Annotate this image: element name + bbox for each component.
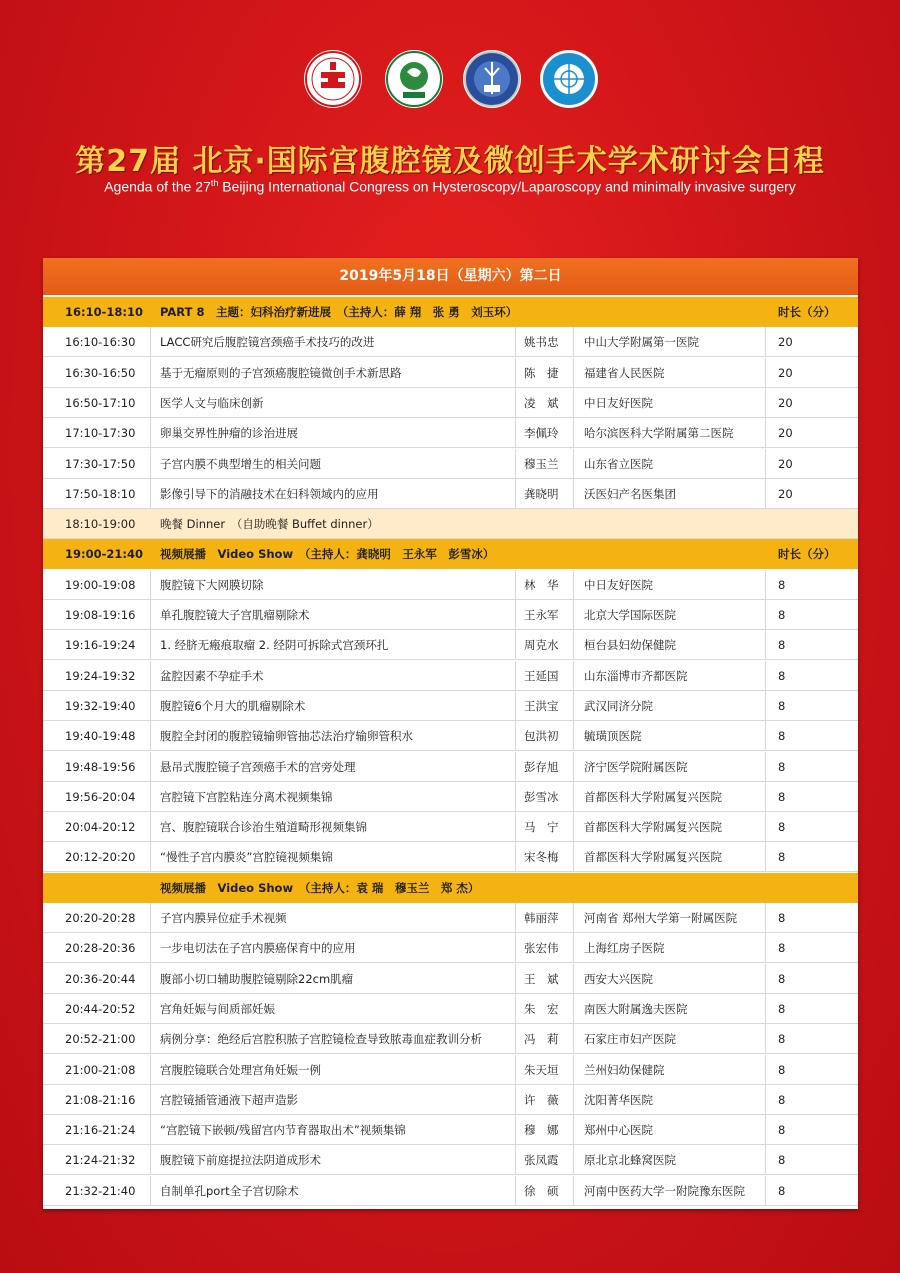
agenda-row bbox=[43, 1176, 858, 1206]
institution-cell: 河南省 郑州大学第一附属医院 bbox=[584, 911, 738, 925]
time-cell: 17:10-17:30 bbox=[65, 426, 136, 441]
duration-cell: 8 bbox=[778, 638, 786, 653]
duration-cell: 8 bbox=[778, 1183, 786, 1198]
column-divider bbox=[515, 327, 516, 357]
time-cell: 20:20-20:28 bbox=[65, 911, 136, 925]
topic-cell: 病例分享：绝经后宫腔积脓子宫腔镜检查导致脓毒血症教训分析 bbox=[160, 1032, 482, 1047]
column-divider bbox=[515, 691, 516, 721]
topic-cell: 悬吊式腹腔镜子宫颈癌手术的宫旁处理 bbox=[160, 759, 356, 774]
column-divider bbox=[765, 1145, 766, 1175]
column-divider bbox=[515, 1024, 516, 1054]
agenda-row bbox=[43, 933, 858, 963]
topic-cell: 腹腔全封闭的腹腔镜输卵管抽芯法治疗输卵管积水 bbox=[160, 729, 413, 744]
column-divider bbox=[573, 752, 574, 782]
topic-cell: 宫腔镜下宫腔粘连分离术视频集锦 bbox=[160, 789, 333, 804]
duration-cell: 8 bbox=[778, 971, 786, 986]
column-divider bbox=[765, 449, 766, 479]
speaker-cell: 王永军 bbox=[524, 608, 559, 622]
cpam-logo bbox=[385, 50, 443, 108]
speaker-cell: 姚书忠 bbox=[524, 335, 559, 350]
column-divider bbox=[573, 933, 574, 963]
duration-cell: 8 bbox=[778, 668, 786, 683]
column-divider bbox=[765, 570, 766, 600]
duration-cell: 20 bbox=[778, 456, 793, 471]
duration-cell: 20 bbox=[778, 365, 793, 380]
speaker-cell: 许 薇 bbox=[524, 1092, 559, 1107]
column-divider bbox=[573, 691, 574, 721]
column-divider bbox=[573, 630, 574, 660]
column-divider bbox=[515, 1085, 516, 1115]
column-divider bbox=[515, 933, 516, 963]
column-divider bbox=[515, 1055, 516, 1085]
column-divider bbox=[150, 1085, 151, 1115]
time-cell: 19:16-19:24 bbox=[65, 638, 136, 653]
speaker-cell: 彭存旭 bbox=[524, 759, 559, 774]
duration-cell: 8 bbox=[778, 941, 786, 956]
institution-cell: 济宁医学院附属医院 bbox=[584, 759, 688, 774]
column-divider bbox=[150, 1115, 151, 1145]
topic-cell: 视频展播 Video Show （主持人：龚晓明 王永军 彭雪冰） bbox=[160, 547, 495, 562]
speaker-cell: 王洪宝 bbox=[524, 698, 559, 713]
column-divider bbox=[515, 358, 516, 388]
column-divider bbox=[150, 994, 151, 1024]
duration-cell: 20 bbox=[778, 486, 793, 501]
column-divider bbox=[515, 630, 516, 660]
agenda-row bbox=[43, 752, 858, 782]
column-divider bbox=[150, 933, 151, 963]
column-divider bbox=[573, 1024, 574, 1054]
column-divider bbox=[765, 842, 766, 872]
time-cell: 19:00-19:08 bbox=[65, 577, 136, 592]
column-divider bbox=[150, 721, 151, 751]
topic-cell: 卵巢交界性肿瘤的诊治进展 bbox=[160, 426, 298, 441]
agenda-row bbox=[43, 327, 858, 357]
column-divider bbox=[150, 449, 151, 479]
speaker-cell: 张宏伟 bbox=[524, 941, 559, 956]
agenda-row bbox=[43, 994, 858, 1024]
page-subtitle: Agenda of the 27th Beijing International Congress on Hysteroscopy/Laparoscopy and minimally invasive surgery bbox=[104, 178, 796, 195]
topic-cell: 视频展播 Video Show （主持人：袁 瑞 穆玉兰 郑 杰） bbox=[160, 880, 480, 895]
column-divider bbox=[573, 994, 574, 1024]
topic-cell: 腹部小切口辅助腹腔镜剔除22cm肌瘤 bbox=[160, 971, 354, 986]
column-divider bbox=[573, 661, 574, 691]
agenda-row bbox=[43, 600, 858, 630]
time-cell: 19:00-21:40 bbox=[65, 547, 143, 562]
time-cell: 20:28-20:36 bbox=[65, 941, 136, 956]
column-divider bbox=[515, 661, 516, 691]
column-divider bbox=[765, 752, 766, 782]
column-divider bbox=[573, 842, 574, 872]
column-divider bbox=[515, 600, 516, 630]
institution-cell: 西安大兴医院 bbox=[584, 971, 653, 986]
institution-cell: 首都医科大学附属复兴医院 bbox=[584, 850, 722, 865]
time-cell: 19:32-19:40 bbox=[65, 698, 136, 713]
column-divider bbox=[765, 994, 766, 1024]
time-cell: 20:04-20:12 bbox=[65, 820, 136, 835]
topic-cell: “宫腔镜下嵌顿/残留宫内节育器取出术”视频集锦 bbox=[160, 1123, 406, 1138]
topic-cell: 晚餐 Dinner （自助晚餐 Buffet dinner） bbox=[160, 517, 379, 532]
agenda-row bbox=[43, 964, 858, 994]
topic-cell: 影像引导下的消融技术在妇科领域内的应用 bbox=[160, 486, 379, 501]
duration-cell: 8 bbox=[778, 820, 786, 835]
agenda-row bbox=[43, 903, 858, 933]
institution-cell: 河南中医药大学一附院豫东医院 bbox=[584, 1183, 745, 1198]
institution-cell: 首都医科大学附属复兴医院 bbox=[584, 789, 722, 804]
column-divider bbox=[573, 358, 574, 388]
duration-cell: 时长（分） bbox=[778, 547, 836, 562]
column-divider bbox=[150, 1055, 151, 1085]
column-divider bbox=[150, 600, 151, 630]
column-divider bbox=[573, 721, 574, 751]
institution-cell: 石家庄市妇产医院 bbox=[584, 1032, 676, 1047]
apage-logo bbox=[463, 50, 521, 108]
column-divider bbox=[765, 327, 766, 357]
topic-cell: 腹腔镜下大网膜切除 bbox=[160, 577, 264, 592]
time-cell: 19:24-19:32 bbox=[65, 668, 136, 683]
agenda-row bbox=[43, 418, 858, 448]
column-divider bbox=[150, 1024, 151, 1054]
agenda-row bbox=[43, 691, 858, 721]
speaker-cell: 彭雪冰 bbox=[524, 789, 559, 804]
column-divider bbox=[515, 782, 516, 812]
column-divider bbox=[765, 812, 766, 842]
time-cell: 21:16-21:24 bbox=[65, 1123, 136, 1138]
duration-cell: 8 bbox=[778, 789, 786, 804]
topic-cell: LACC研究后腹腔镜宫颈癌手术技巧的改进 bbox=[160, 335, 375, 350]
institution-cell: 南医大附属逸夫医院 bbox=[584, 1001, 688, 1016]
agenda-row bbox=[43, 1115, 858, 1145]
column-divider bbox=[573, 964, 574, 994]
agenda-row bbox=[43, 1085, 858, 1115]
time-cell: 18:10-19:00 bbox=[65, 517, 136, 532]
topic-cell: 腹腔镜下前庭提拉法阴道成形术 bbox=[160, 1153, 321, 1168]
agenda-row bbox=[43, 570, 858, 600]
topic-cell: 宫腹腔镜联合处理宫角妊娠一例 bbox=[160, 1062, 321, 1077]
column-divider bbox=[150, 630, 151, 660]
duration-cell: 8 bbox=[778, 1062, 786, 1077]
speaker-cell: 李佩玲 bbox=[524, 426, 559, 441]
column-divider bbox=[573, 327, 574, 357]
logo-bar bbox=[0, 46, 900, 116]
speaker-cell: 张凤霞 bbox=[524, 1153, 559, 1168]
time-cell: 16:10-16:30 bbox=[65, 335, 136, 350]
column-divider bbox=[765, 782, 766, 812]
column-divider bbox=[150, 661, 151, 691]
institution-cell: 兰州妇幼保健院 bbox=[584, 1062, 665, 1077]
duration-cell: 8 bbox=[778, 729, 786, 744]
column-divider bbox=[765, 1024, 766, 1054]
international-society-logo bbox=[540, 50, 598, 108]
column-divider bbox=[765, 418, 766, 448]
time-cell: 21:00-21:08 bbox=[65, 1062, 136, 1077]
topic-cell: 1. 经脐无瘢痕取瘤 2. 经阴可拆除式宫颈环扎 bbox=[160, 638, 389, 653]
topic-cell: 盆腔因素不孕症手术 bbox=[160, 668, 264, 683]
time-cell bbox=[65, 873, 160, 903]
column-divider bbox=[515, 388, 516, 418]
speaker-cell: 徐 硕 bbox=[524, 1183, 559, 1198]
institution-cell: 沃医妇产名医集团 bbox=[584, 486, 676, 501]
agenda-row bbox=[43, 812, 858, 842]
column-divider bbox=[150, 752, 151, 782]
topic-cell: “慢性子宫内膜炎”宫腔镜视频集锦 bbox=[160, 850, 333, 865]
topic-cell: 宫腔镜插管通液下超声造影 bbox=[160, 1092, 298, 1107]
topic-cell: PART 8 主题：妇科治疗新进展 （主持人：薛 翔 张 勇 刘玉环） bbox=[160, 305, 518, 319]
institution-cell: 山东省立医院 bbox=[584, 456, 653, 471]
column-divider bbox=[573, 418, 574, 448]
column-divider bbox=[515, 842, 516, 872]
section-header-row bbox=[43, 297, 858, 327]
column-divider bbox=[150, 388, 151, 418]
agenda-row bbox=[43, 388, 858, 418]
time-cell: 20:36-20:44 bbox=[65, 971, 136, 986]
time-cell: 20:12-20:20 bbox=[65, 850, 136, 865]
institution-cell: 上海红房子医院 bbox=[584, 941, 665, 956]
hospital-logo bbox=[304, 50, 362, 108]
column-divider bbox=[573, 903, 574, 933]
time-cell: 20:52-21:00 bbox=[65, 1032, 136, 1047]
institution-cell: 福建省人民医院 bbox=[584, 365, 665, 380]
column-divider bbox=[573, 1085, 574, 1115]
speaker-cell: 穆 娜 bbox=[524, 1123, 559, 1138]
duration-cell bbox=[778, 873, 858, 903]
column-divider bbox=[515, 903, 516, 933]
column-divider bbox=[515, 812, 516, 842]
column-divider bbox=[765, 1115, 766, 1145]
column-divider bbox=[573, 479, 574, 509]
agenda-row bbox=[43, 449, 858, 479]
column-divider bbox=[515, 570, 516, 600]
speaker-cell: 凌 斌 bbox=[524, 395, 559, 410]
duration-cell: 时长（分） bbox=[778, 305, 836, 319]
topic-cell: 宫、腹腔镜联合诊治生殖道畸形视频集锦 bbox=[160, 820, 367, 835]
agenda-row bbox=[43, 479, 858, 509]
agenda-row bbox=[43, 782, 858, 812]
speaker-cell: 王 斌 bbox=[524, 971, 559, 986]
column-divider bbox=[765, 479, 766, 509]
column-divider bbox=[150, 1176, 151, 1206]
column-divider bbox=[515, 964, 516, 994]
column-divider bbox=[150, 691, 151, 721]
column-divider bbox=[765, 1085, 766, 1115]
institution-cell: 桓台县妇幼保健院 bbox=[584, 638, 676, 653]
column-divider bbox=[150, 418, 151, 448]
time-cell: 19:08-19:16 bbox=[65, 608, 136, 622]
topic-cell: 腹腔镜6个月大的肌瘤剔除术 bbox=[160, 698, 306, 713]
column-divider bbox=[573, 1055, 574, 1085]
topic-cell: 子宫内膜不典型增生的相关问题 bbox=[160, 456, 321, 471]
column-divider bbox=[150, 327, 151, 357]
time-cell: 20:44-20:52 bbox=[65, 1001, 136, 1016]
speaker-cell: 朱天垣 bbox=[524, 1062, 559, 1077]
topic-cell: 一步电切法在子宫内膜癌保育中的应用 bbox=[160, 941, 356, 956]
column-divider bbox=[515, 1176, 516, 1206]
time-cell: 21:24-21:32 bbox=[65, 1153, 136, 1168]
agenda-row bbox=[43, 630, 858, 660]
agenda-panel bbox=[43, 258, 858, 1209]
page-title: 第27届 北京·国际宫腹腔镜及微创手术学术研讨会日程 bbox=[75, 144, 825, 179]
column-divider bbox=[515, 479, 516, 509]
institution-cell: 武汉同济分院 bbox=[584, 698, 653, 713]
column-divider bbox=[573, 1176, 574, 1206]
time-cell: 19:48-19:56 bbox=[65, 759, 136, 774]
institution-cell: 沈阳菁华医院 bbox=[584, 1092, 653, 1107]
column-divider bbox=[573, 388, 574, 418]
agenda-row bbox=[43, 842, 858, 872]
column-divider bbox=[765, 630, 766, 660]
column-divider bbox=[573, 782, 574, 812]
column-divider bbox=[515, 418, 516, 448]
duration-cell: 8 bbox=[778, 1032, 786, 1047]
duration-cell: 8 bbox=[778, 698, 786, 713]
column-divider bbox=[765, 933, 766, 963]
column-divider bbox=[765, 903, 766, 933]
speaker-cell: 冯 莉 bbox=[524, 1032, 559, 1047]
time-cell: 16:50-17:10 bbox=[65, 395, 136, 410]
topic-cell: 医学人文与临床创新 bbox=[160, 395, 264, 410]
column-divider bbox=[765, 1055, 766, 1085]
column-divider bbox=[515, 721, 516, 751]
column-divider bbox=[573, 600, 574, 630]
institution-cell: 中日友好医院 bbox=[584, 395, 653, 410]
speaker-cell: 宋冬梅 bbox=[524, 850, 559, 865]
column-divider bbox=[150, 570, 151, 600]
topic-cell: 单孔腹腔镜大子宫肌瘤剔除术 bbox=[160, 608, 310, 622]
speaker-cell: 韩丽萍 bbox=[524, 911, 559, 925]
time-cell: 17:30-17:50 bbox=[65, 456, 136, 471]
date-bar: 2019年5月18日（星期六）第二日 bbox=[43, 258, 858, 295]
dinner-row bbox=[43, 509, 858, 539]
speaker-cell: 穆玉兰 bbox=[524, 456, 559, 471]
column-divider bbox=[765, 964, 766, 994]
column-divider bbox=[765, 1176, 766, 1206]
column-divider bbox=[515, 449, 516, 479]
institution-cell: 郑州中心医院 bbox=[584, 1123, 653, 1138]
column-divider bbox=[765, 721, 766, 751]
column-divider bbox=[150, 812, 151, 842]
duration-cell: 8 bbox=[778, 1092, 786, 1107]
duration-cell: 8 bbox=[778, 911, 786, 925]
column-divider bbox=[573, 570, 574, 600]
column-divider bbox=[150, 479, 151, 509]
topic-cell: 基于无瘤原则的子宫颈癌腹腔镜微创手术新思路 bbox=[160, 365, 402, 380]
column-divider bbox=[150, 782, 151, 812]
column-divider bbox=[515, 752, 516, 782]
column-divider bbox=[150, 964, 151, 994]
time-cell: 19:40-19:48 bbox=[65, 729, 136, 744]
topic-cell: 宫角妊娠与间质部妊娠 bbox=[160, 1001, 275, 1016]
column-divider bbox=[515, 994, 516, 1024]
column-divider bbox=[765, 661, 766, 691]
duration-cell: 8 bbox=[778, 577, 786, 592]
agenda-row bbox=[43, 1145, 858, 1175]
column-divider bbox=[765, 388, 766, 418]
speaker-cell: 周克水 bbox=[524, 638, 559, 653]
column-divider bbox=[150, 842, 151, 872]
duration-cell: 8 bbox=[778, 1153, 786, 1168]
duration-cell: 8 bbox=[778, 1001, 786, 1016]
speaker-cell: 包洪初 bbox=[524, 729, 559, 744]
column-divider bbox=[515, 1115, 516, 1145]
column-divider bbox=[765, 358, 766, 388]
institution-cell: 毓璜顶医院 bbox=[584, 729, 642, 744]
institution-cell: 原北京北蜂窝医院 bbox=[584, 1153, 676, 1168]
column-divider bbox=[150, 1145, 151, 1175]
speaker-cell: 王延国 bbox=[524, 668, 559, 683]
speaker-cell: 龚晓明 bbox=[524, 486, 559, 501]
time-cell: 21:32-21:40 bbox=[65, 1183, 136, 1198]
topic-cell: 自制单孔port全子宫切除术 bbox=[160, 1183, 299, 1198]
institution-cell: 中日友好医院 bbox=[584, 577, 653, 592]
speaker-cell: 马 宁 bbox=[524, 820, 559, 835]
column-divider bbox=[150, 358, 151, 388]
speaker-cell: 朱 宏 bbox=[524, 1001, 559, 1016]
duration-cell: 20 bbox=[778, 335, 793, 350]
column-divider bbox=[573, 449, 574, 479]
time-cell: 19:56-20:04 bbox=[65, 789, 136, 804]
time-cell: 17:50-18:10 bbox=[65, 486, 136, 501]
column-divider bbox=[573, 1115, 574, 1145]
column-divider bbox=[150, 903, 151, 933]
duration-cell: 8 bbox=[778, 1123, 786, 1138]
time-cell: 21:08-21:16 bbox=[65, 1092, 136, 1107]
time-cell: 16:30-16:50 bbox=[65, 365, 136, 380]
column-divider bbox=[515, 1145, 516, 1175]
agenda-row bbox=[43, 661, 858, 691]
duration-cell: 8 bbox=[778, 608, 786, 622]
column-divider bbox=[765, 691, 766, 721]
agenda-row bbox=[43, 1024, 858, 1054]
institution-cell: 北京大学国际医院 bbox=[584, 608, 676, 622]
column-divider bbox=[573, 1145, 574, 1175]
column-divider bbox=[573, 812, 574, 842]
section-header-row bbox=[43, 873, 858, 903]
column-divider bbox=[765, 600, 766, 630]
duration-cell: 8 bbox=[778, 759, 786, 774]
institution-cell: 哈尔滨医科大学附属第二医院 bbox=[584, 426, 734, 441]
institution-cell: 首都医科大学附属复兴医院 bbox=[584, 820, 722, 835]
time-cell: 16:10-18:10 bbox=[65, 305, 143, 319]
agenda-row bbox=[43, 721, 858, 751]
topic-cell: 子宫内膜异位症手术视频 bbox=[160, 911, 287, 925]
speaker-cell: 陈 捷 bbox=[524, 365, 559, 380]
section-header-row bbox=[43, 539, 858, 569]
institution-cell: 中山大学附属第一医院 bbox=[584, 335, 699, 350]
duration-cell: 20 bbox=[778, 426, 793, 441]
agenda-row bbox=[43, 358, 858, 388]
institution-cell: 山东淄博市齐都医院 bbox=[584, 668, 688, 683]
duration-cell: 20 bbox=[778, 395, 793, 410]
speaker-cell: 林 华 bbox=[524, 577, 559, 592]
duration-cell: 8 bbox=[778, 850, 786, 865]
agenda-row bbox=[43, 1055, 858, 1085]
